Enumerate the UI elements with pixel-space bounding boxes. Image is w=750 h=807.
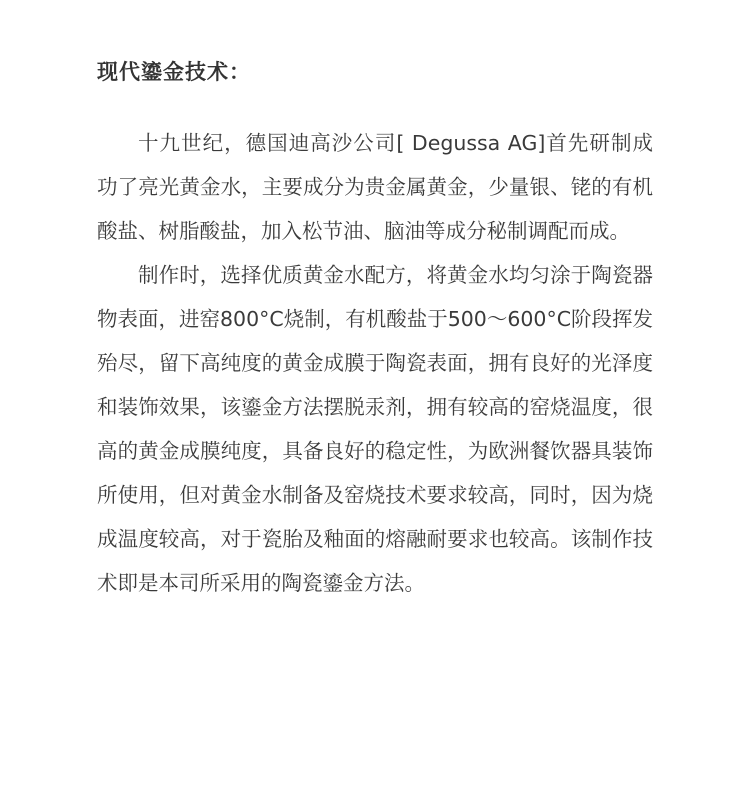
paragraph-process: 制作时，选择优质黄金水配方，将黄金水均匀涂于陶瓷器物表面，进窑800°C烧制，有机酸盐于500～600°C阶段挥发殆尽，留下高纯度的黄金成膜于陶瓷表面，拥有良好的光泽度和装饰效果，该鎏金方法摆脱汞剂，拥有较高的窑烧温度，很高的黄金成膜纯度，具备良好的稳定性，为欧洲餐饮器具装饰所使用，但对黄金水制备及窑烧技术要求较高，同时，因为烧成温度较高，对于瓷胎及釉面的熔融耐要求也较高。该制作技术即是本司所采用的陶瓷鎏金方法。: [97, 263, 654, 595]
section-heading: 现代鎏金技术：: [97, 60, 251, 84]
article-body: [97, 121, 653, 605]
paragraph-history: 十九世纪，德国迪高沙公司[ Degussa AG]首先研制成功了亮光黄金水，主要成分为贵金属黄金，少量银、铑的有机酸盐、树脂酸盐，加入松节油、脑油等成分秘制调配而成。: [97, 131, 653, 243]
